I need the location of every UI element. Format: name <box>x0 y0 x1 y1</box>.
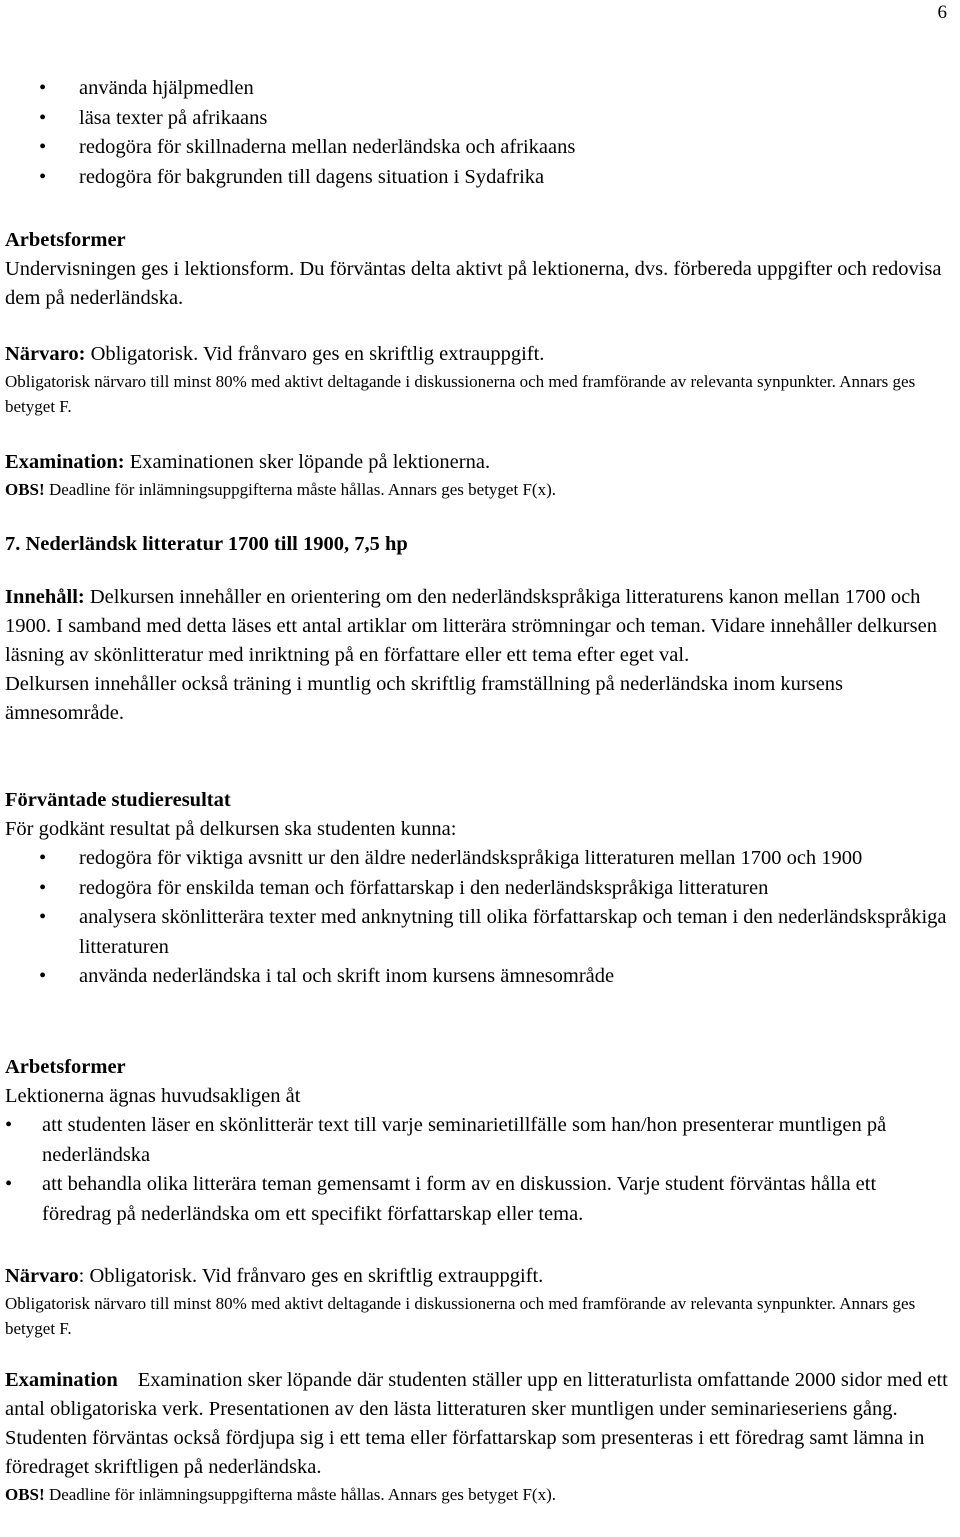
narvaro-text: : Obligatorisk. Vid frånvaro ges en skriftlig extrauppgift. <box>78 1265 544 1287</box>
narvaro-section <box>5 340 950 419</box>
examination-label: Examination: <box>5 451 125 473</box>
obs-label: OBS! <box>5 1485 45 1504</box>
bullet-icon: • <box>39 165 47 188</box>
arbets-intro: Lektionerna ägnas huvudsakligen åt <box>5 1085 301 1107</box>
arbets-list <box>5 1111 950 1229</box>
list-item <box>5 163 950 193</box>
page-number: 6 <box>937 2 947 23</box>
examination-label: Examination <box>5 1369 118 1391</box>
examination-section <box>5 448 950 502</box>
list-item <box>5 903 950 962</box>
bullet-icon: • <box>5 1173 13 1195</box>
section-text: Undervisningen ges i lektionsform. Du förväntas delta aktivt på lektionerna, dvs. förbereda uppgifter och redovisa dem på nederländska. <box>5 258 942 309</box>
examination-section-2 <box>5 1366 950 1507</box>
narvaro-text: Obligatorisk. Vid frånvaro ges en skriftlig extrauppgift. <box>90 343 545 365</box>
results-section <box>5 786 950 992</box>
list-item <box>5 1111 950 1170</box>
narvaro-label: Närvaro: <box>5 343 86 365</box>
list-item-text: att behandla olika litterära teman gemensamt i form av en diskussion. Varje student förväntas hålla ett föredrag på nederländska om ett specifikt författarskap eller tema. <box>42 1173 877 1225</box>
examination-text: Examinationen sker löpande på lektionerna. <box>129 451 491 473</box>
list-item <box>5 104 950 134</box>
innehall-text-2: Delkursen innehåller också träning i muntlig och skriftlig framställning på nederländska inom kursens ämnesområde. <box>5 673 844 724</box>
arbetsformer-section-2 <box>5 1053 950 1229</box>
results-list <box>5 844 950 992</box>
narvaro-detail: Obligatorisk närvaro till minst 80% med aktivt deltagande i diskussionerna och med framförande av relevanta synpunkter. Annars ges betyget F. <box>5 372 916 416</box>
narvaro-label: Närvaro <box>5 1265 79 1287</box>
arbetsformer-section <box>5 226 950 313</box>
course-title: 7. Nederländsk litteratur 1700 till 1900, 7,5 hp <box>5 533 408 555</box>
list-item <box>5 74 950 104</box>
results-heading: Förväntade studieresultat <box>5 789 231 811</box>
list-item <box>5 874 950 904</box>
bullet-icon: • <box>39 906 47 928</box>
innehall-section <box>5 583 950 728</box>
list-item <box>5 1170 950 1229</box>
list-item-text: redogöra för viktiga avsnitt ur den äldre nederländskspråkiga litteraturen mellan 1700 och 1900 <box>79 847 863 869</box>
section-heading: Arbetsformer <box>5 229 126 251</box>
list-item-text: använda nederländska i tal och skrift inom kursens ämnesområde <box>79 965 615 987</box>
list-item <box>5 962 950 992</box>
obs-text: Deadline för inlämningsuppgifterna måste hållas. Annars ges betyget F(x). <box>48 1485 556 1504</box>
bullet-icon: • <box>39 847 47 869</box>
skills-list-block <box>5 74 950 192</box>
list-item-text: analysera skönlitterära texter med anknytning till olika författarskap och teman i den nederländskspråkiga litteraturen <box>79 906 947 958</box>
innehall-text: Delkursen innehåller en orientering om den nederländskspråkiga litteraturens kanon mellan 1700 och 1900. I samband med detta läses ett antal artiklar om litterära strömningar och teman. Vidare innehåller delkursen läsning av skönlitteratur med inriktning på en författare eller ett tema efter eget val. <box>5 586 937 666</box>
bullet-icon: • <box>39 106 47 129</box>
list-item-text: redogöra för skillnaderna mellan nederländska och afrikaans <box>79 136 576 158</box>
bullet-icon: • <box>39 876 47 899</box>
narvaro-section-2 <box>5 1262 950 1341</box>
list-item-text: redogöra för enskilda teman och författarskap i den nederländskspråkiga litteraturen <box>79 876 769 899</box>
list-item-text: läsa texter på afrikaans <box>79 106 268 129</box>
narvaro-detail: Obligatorisk närvaro till minst 80% med aktivt deltagande i diskussionerna och med framförande av relevanta synpunkter. Annars ges betyget F. <box>5 1294 916 1338</box>
bullet-icon: • <box>5 1114 13 1136</box>
examination-text: Examination sker löpande där studenten ställer upp en litteraturlista omfattande 2000 sidor med ett antal obligatoriska verk. Presentationen av den lästa litteraturen sker muntligen under seminarieseriens gång. Studenten förväntas också fördjupa sig i ett tema eller författarskap som presenteras i ett föredrag samt lämna in föredraget skriftligen på nederländska. <box>5 1369 948 1478</box>
list-item <box>5 133 950 163</box>
bullet-icon: • <box>39 77 47 99</box>
innehall-label: Innehåll: <box>5 586 85 608</box>
results-intro: För godkänt resultat på delkursen ska studenten kunna: <box>5 818 457 840</box>
skills-list <box>5 74 950 192</box>
obs-text: Deadline för inlämningsuppgifterna måste hållas. Annars ges betyget F(x). <box>48 480 556 499</box>
section-heading: Arbetsformer <box>5 1056 126 1078</box>
list-item-text: använda hjälpmedlen <box>79 77 254 99</box>
list-item-text: redogöra för bakgrunden till dagens situation i Sydafrika <box>79 165 545 188</box>
list-item <box>5 844 950 874</box>
bullet-icon: • <box>39 136 47 158</box>
list-item-text: att studenten läser en skönlitterär text till varje seminarietillfälle som han/hon presenterar muntligen på nederländska <box>42 1114 887 1166</box>
bullet-icon: • <box>39 965 47 987</box>
obs-label: OBS! <box>5 480 45 499</box>
